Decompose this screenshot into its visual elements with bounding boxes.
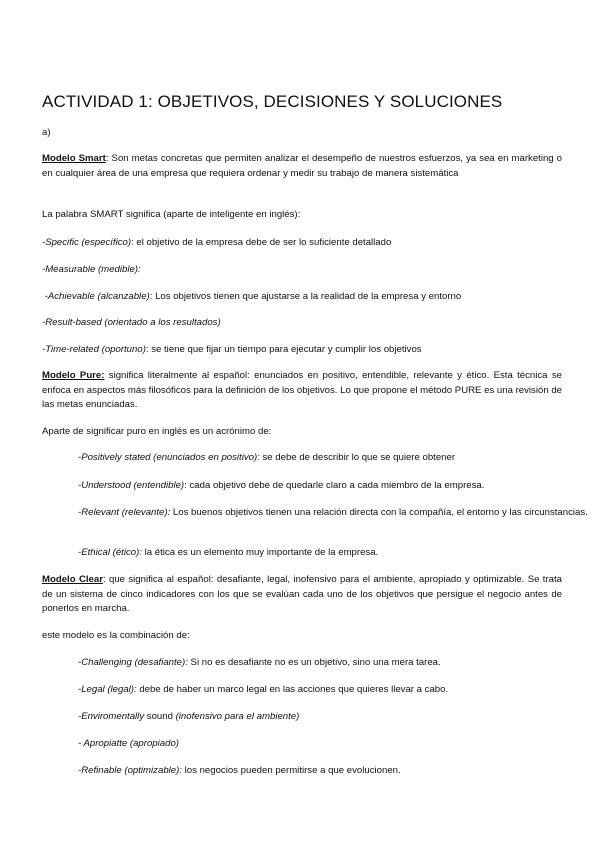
smart-item-result-based: -Result-based (orientado a los resultados)	[42, 317, 221, 328]
pure-text: significa literalmente al español: enunciados en positivo, entendible, relevante y ético. Esta técnica se enfoca en aspectos más filosóficos para la definición de los objetivos. Lo que propone el método PURE es una revisión de las metas enunciadas.	[42, 370, 562, 411]
clear-intro: este modelo es la combinación de:	[42, 630, 190, 641]
pure-heading: Modelo Pure:	[42, 370, 105, 381]
clear-item-legal: -Legal (legal): debe de haber un marco legal en las acciones que quieres llevar a cabo.	[78, 684, 449, 695]
smart-text: : Son metas concretas que permiten analizar el desempeño de nuestros esfuerzos, ya sea en marketing o en cualquier área de una empresa que requiera ordenar y medir su trabajo de manera sistemática	[42, 153, 563, 179]
clear-item-refinable: -Refinable (optimizable): los negocios pueden permitirse a que evolucionen.	[78, 765, 401, 776]
pure-item-ethical: -Ethical (ético): la ética es un elemento muy importante de la empresa.	[78, 547, 379, 558]
clear-text: : que significa al español: desafiante, legal, inofensivo para el ambiente, apropiado y optimizable. Se trata de un sistema de cinco indicadores con los que se evalúan cada uno de los objetivos que persigue el negocio antes de ponerlos en marcha.	[42, 574, 562, 615]
pure-item-understood: -Understood (entendible): cada objetivo debe de quedarle claro a cada miembro de la empresa.	[78, 480, 485, 491]
smart-item-measurable: -Measurable (medible):	[42, 264, 141, 275]
clear-paragraph	[42, 573, 562, 617]
smart-heading: Modelo Smart	[42, 153, 106, 164]
clear-item-environmentally: -Enviromentally sound (inofensivo para el ambiente)	[78, 711, 300, 722]
smart-item-specific: -Specific (específico): el objetivo de la empresa debe de ser lo suficiente detallado	[42, 237, 392, 248]
clear-item-challenging: -Challenging (desafiante): Si no es desafiante no es un objetivo, sino una mera tarea.	[78, 657, 441, 668]
smart-item-achievable: -Achievable (alcanzable): Los objetivos tienen que ajustarse a la realidad de la empresa y entorno	[42, 291, 462, 302]
clear-heading: Modelo Clear	[42, 574, 103, 585]
section-label: a)	[42, 127, 51, 138]
pure-paragraph	[42, 369, 562, 413]
pure-intro: Aparte de significar puro en inglés es un acrónimo de:	[42, 426, 272, 437]
clear-item-appropriate: - Apropiatte (apropiado)	[78, 738, 179, 749]
pure-item-relevant: -Relevant (relevante): Los buenos objetivos tienen una relación directa con la compañía, el entorno y las circunstancias.	[78, 507, 588, 518]
page-title: ACTIVIDAD 1: OBJETIVOS, DECISIONES Y SOLUCIONES	[42, 92, 503, 111]
smart-paragraph	[42, 152, 562, 181]
smart-item-time-related: -Time-related (oportuno): se tiene que fijar un tiempo para ejecutar y cumplir los objetivos	[42, 344, 422, 355]
smart-intro: La palabra SMART significa (aparte de inteligente en inglés):	[42, 209, 301, 220]
pure-item-positively: -Positively stated (enunciados en positivo): se debe de describir lo que se quiere obtener	[78, 452, 456, 463]
